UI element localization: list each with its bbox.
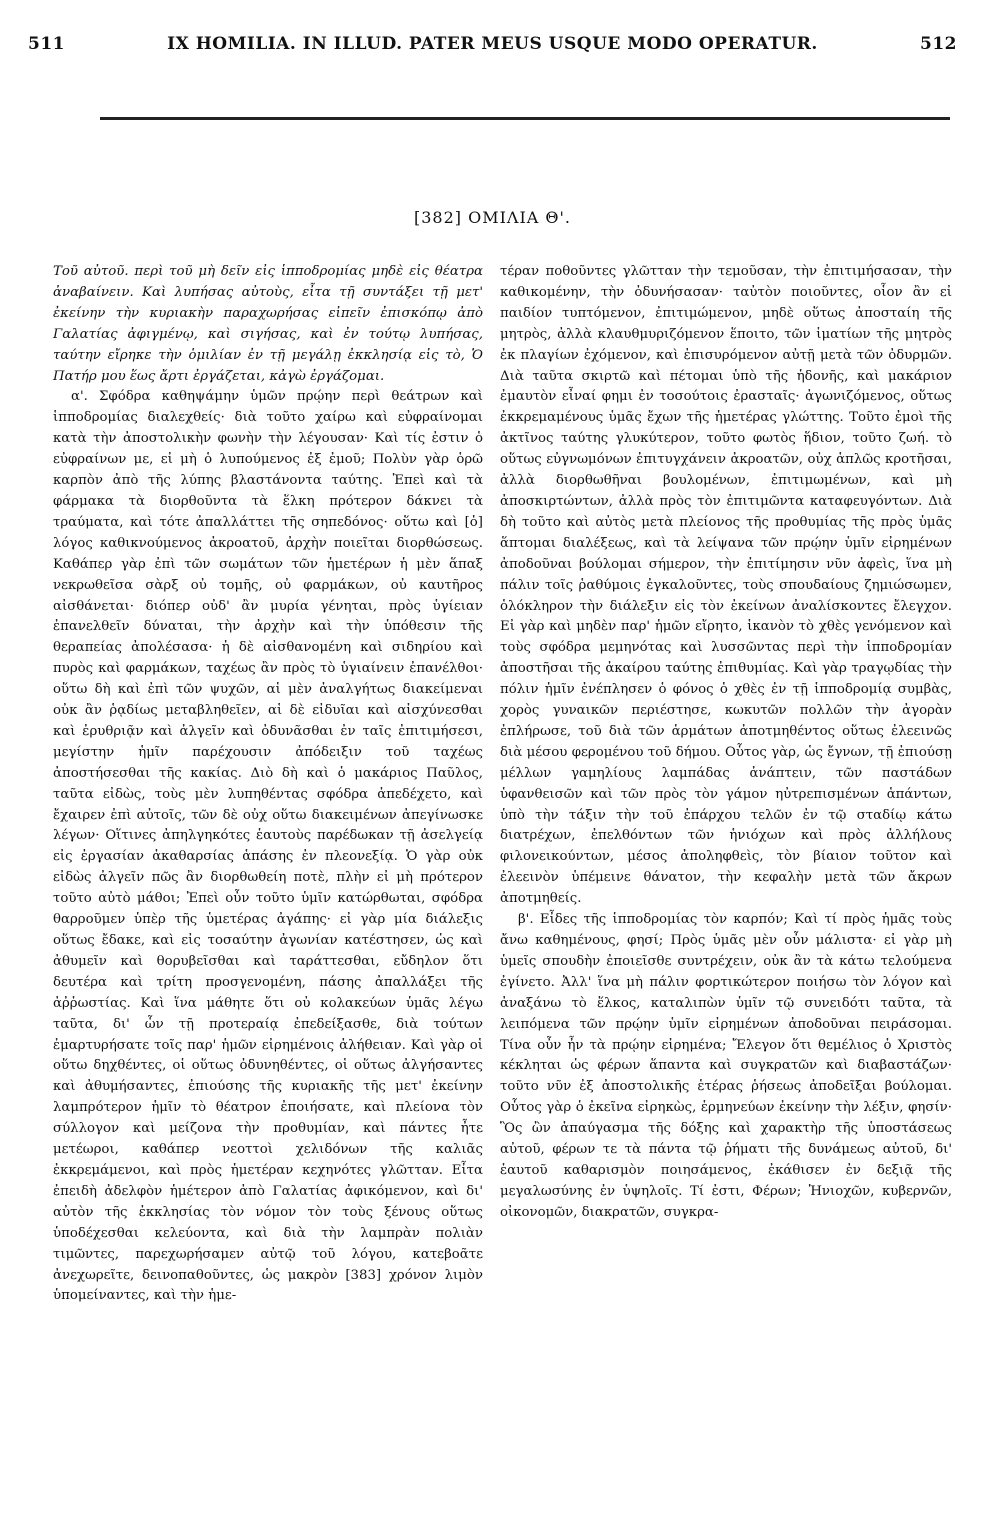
running-title: IX HOMILIA. IN ILLUD. PATER MEUS USQUE MODO OPERATUR. xyxy=(167,34,818,54)
left-column xyxy=(53,262,483,1307)
paragraph: α'. Σφόδρα καθηψάμην ὑμῶν πρῴην περὶ θεάτρων καὶ ἱπποδρομίας διαλεχθείς· διὰ τοῦτο χαίρω καὶ εὐφραίνομαι κατὰ τὴν ἀποστολικὴν φωνὴν τὴν λέγουσαν· Καὶ τίς ἐστιν ὁ εὐφραίνων με, εἰ μὴ ὁ λυπούμενος ἐξ ἐμοῦ; Πολὺν γὰρ ὁρῶ καρπὸν ἀπὸ τῆς λύπης βλαστάνοντα ταύτης. Ἐπεὶ καὶ τὰ φάρμακα τὰ διορθοῦντα τὰ ἕλκη πρότερον δάκνει τὰ τραύματα, καὶ τότε ἀπαλλάττει τῆς σηπεδόνος· οὕτω καὶ [ὁ] λόγος καθικνούμενος ἀκροατοῦ, ἀρχὴν ποιεῖται διορθώσεως. Καθάπερ γὰρ ἐπὶ τῶν σωμάτων τῶν ἡμετέρων ἡ μὲν ἅπαξ νεκρωθεῖσα σὰρξ οὐ τομῆς, οὐ φαρμάκων, οὐ καυτῆρος αἰσθάνεται· διόπερ οὐδ' ἂν μυρία γένηται, πρὸς ὑγίειαν ἐπανελθεῖν δύναται, τὴν ἀρχὴν καὶ τὴν ὑπόθεσιν τῆς θεραπείας ἀπολέσασα· ἡ δὲ αἰσθανομένη καὶ σιδηρίου καὶ πυρὸς καὶ φαρμάκων, ταχέως ἂν πρὸς τὸ ὑγιαίνειν ἐπανέλθοι· οὕτω δὴ καὶ ἐπὶ τῶν ψυχῶν, αἱ μὲν ἀναλγήτως διακείμεναι οὐκ ἂν ῥᾳδίως μεταβληθεῖεν, αἱ δὲ εἰδυῖαι καὶ αἰσχύνεσθαι καὶ ἐρυθριᾷν καὶ ἀλγεῖν καὶ ὀδυνᾶσθαι ἐν ταῖς ἐπιτιμήσεσι, μεγίστην ἡμῖν παρέχουσιν ἀπόδειξιν τοῦ ταχέως ἀποστήσεσθαι τῆς κακίας. Διὸ δὴ καὶ ὁ μακάριος Παῦλος, ταῦτα εἰδὼς, τοὺς μὲν λυπηθέντας σφόδρα ἀπεδέχετο, καὶ ἔχαιρεν ἐπὶ αὐτοῖς, τῶν δὲ οὐχ οὕτω διακειμένων ἀπεγίνωσκε λέγων· Οἵτινες ἀπηλγηκότες ἑαυτοὺς παρέδωκαν τῇ ἀσελγείᾳ εἰς ἐργασίαν ἀκαθαρσίας ἁπάσης ἐν πλεονεξίᾳ. Ὁ γὰρ οὐκ εἰδὼς ἀλγεῖν πῶς ἂν διορθωθείη ποτὲ, πλὴν εἰ μὴ πρότερον τοῦτο αὐτὸ μάθοι; Ἐπεὶ οὖν τοῦτο ὑμῖν κατώρθωται, σφόδρα θαρροῦμεν ὑπὲρ τῆς ὑμετέρας ἀγάπης· εἰ γὰρ μία διάλεξις οὕτως ἔδακε, καὶ εἰς τοσαύτην ἀγωνίαν κατέστησεν, ὡς καὶ ἀθυμεῖν καὶ θορυβεῖσθαι καὶ ταράττεσθαι, εὔδηλον ὅτι δευτέρα καὶ τρίτη προσγενομένη, πάσης ἀπαλλάξει τῆς ἀῤῥωστίας. Καὶ ἵνα μάθητε ὅτι οὐ κολακεύων ὑμᾶς λέγω ταῦτα, δι' ὧν τῇ προτεραίᾳ ἐπεδείξασθε, διὰ τούτων ἐμαρτυρήσατε τοῖς παρ' ἡμῶν εἰρημένοις ἀλήθειαν. Καὶ γὰρ οἱ οὕτω δηχθέντες, οἱ οὕτως ὀδυνηθέντες, οἱ οὕτως ἀλγήσαντες καὶ ἀθυμήσαντες, ἐπιούσης τῆς κυριακῆς τῆς μετ' ἐκείνην λαμπρότερον ἡμῖν τὸ θέατρον ἐποιήσατε, καὶ πλείονα τὸν σύλλογον καὶ μείζονα τὴν προθυμίαν, καὶ πάντες ἦτε μετέωροι, καθάπερ νεοττοὶ χελιδόνων τῆς καλιᾶς ἐκκρεμάμενοι, καὶ πρὸς ἡμετέραν κεχηνότες γλῶτταν. Εἶτα ἐπειδὴ ἀδελφὸν ἡμέτερον ἀπὸ Γαλατίας ἀφικόμενον, καὶ δι' αὐτὸν τῆς ἐκκλησίας τὸν νόμον τὸν τοὺς ξένους οὕτως ὑποδέχεσθαι κελεύοντα, καὶ διὰ τὴν λαμπρὰν πολιὰν τιμῶντες, παρεχωρήσαμεν αὐτῷ τοῦ λόγου, κατεβοᾶτε ἀνεχωρεῖτε, δεινοπαθοῦντες, ὡς μακρὸν [383] χρόνον λιμὸν ὑπομείναντες, καὶ τὴν ἡμε- xyxy=(53,389,483,1304)
homily-intro: Τοῦ αὐτοῦ. περὶ τοῦ μὴ δεῖν εἰς ἱπποδρομίας μηδὲ εἰς θέατρα ἀναβαίνειν. Καὶ λυπήσας αὐτοὺς, εἶτα τῇ συντάξει τῇ μετ' ἐκείνην τὴν κυριακὴν παραχωρήσας εἰπεῖν ἐπισκόπῳ ἀπὸ Γαλατίας ἀφιγμένῳ, καὶ σιγήσας, καὶ ἐν τούτῳ λυπήσας, ταύτην εἴρηκε τὴν ὁμιλίαν ἐν τῇ μεγάλῃ ἐκκλησίᾳ εἰς τὸ, Ὁ Πατήρ μου ἕως ἄρτι ἐργάζεται, κἀγὼ ἐργάζομαι. xyxy=(53,264,483,384)
section-title: [382] ΟΜΙΛΙΑ Θ'. xyxy=(413,208,572,227)
page-number-left: 511 xyxy=(28,34,65,54)
header-rule xyxy=(100,117,950,120)
paragraph: τέραν ποθοῦντες γλῶτταν τὴν τεμοῦσαν, τὴν ἐπιτιμήσασαν, τὴν καθικομένην, τὴν ὀδυνήσασαν· ταὐτὸν ποιοῦντες, οἷον ἂν εἰ παιδίον τυπτόμενον, ἐπιτιμώμενον, μηδὲ οὕτως ἀποσταίη τῆς μητρὸς, ἀλλὰ κλαυθμυριζόμενον ἕποιτο, τῶν ἱματίων τῆς μητρὸς ἐκ πλαγίων ἐχόμενον, καὶ ἐπισυρόμενον αὐτῇ μετὰ τῶν ὀδυρμῶν. Διὰ ταῦτα σκιρτῶ καὶ πέτομαι ὑπὸ τῆς ἡδονῆς, καὶ μακάριον ἐμαυτὸν εἶναί φημι ἐν τοσούτοις ἐρασταῖς· ἀγωνιζόμενος, οὕτως ἐκκρεμαμένους ὑμᾶς ἔχων τῆς ἡμετέρας γλώττης. Τοῦτο ἐμοὶ τῆς ἀκτῖνος ταύτης γλυκύτερον, τοῦτο φωτὸς ἥδιον, τοῦτο ζωή. τὸ οὕτως εὐγνωμόνων ἐπιτυγχάνειν ἀκροατῶν, οὐχ ἁπλῶς κροτῆσαι, ἀλλὰ διορθωθῆναι βουλομένων, ἐπιτιμωμένων, καὶ μὴ ἀποσκιρτώντων, ἀλλὰ πρὸς τὸν ἐπιτιμῶντα καταφευγόντων. Διὰ δὴ τοῦτο καὶ αὐτὸς μετὰ πλείονος τῆς προθυμίας τῆς πρὸς ὑμᾶς ἅπτομαι διαλέξεως, καὶ τὰ λείψανα τῶν πρῴην ὑμῖν εἰρημένων ἀποδοῦναι βούλομαι σήμερον, τὴν ἐπιτίμησιν νῦν ἀφεὶς, ἵνα μὴ πάλιν τοῖς ῥαθύμοις ἐγκαλοῦντες, τοὺς σπουδαίους ζημιώσωμεν, ὁλόκληρον τὴν διάλεξιν εἰς τὸν ἐκείνων ἀναλίσκοντες ἔλεγχον. Εἰ γὰρ καὶ μηδὲν παρ' ἡμῶν εἴρητο, ἱκανὸν τὸ χθὲς γενόμενον καὶ τοὺς σφόδρα μεμηνότας καὶ λυσσῶντας περὶ τὴν ἱπποδρομίαν ἀποστῆσαι τῆς ἀκαίρου ταύτης ἐπιθυμίας. Καὶ γὰρ τραγῳδίας τὴν πόλιν ἡμῖν ἐνέπλησεν ὁ φόνος ὁ χθὲς ἐν τῇ ἱπποδρομίᾳ συμβὰς, χορὸς γυναικῶν περιέστησε, κωκυτῶν πολλῶν τὴν ἀγορὰν ἐπλήρωσε, τοῦ διὰ τῶν ἁρμάτων ἀποτμηθέντος οὕτως ἐλεεινῶς διὰ μέσου φερομένου τοῦ δήμου. Οὗτος γὰρ, ὡς ἔγνων, τῇ ἐπιούσῃ μέλλων γαμηλίους λαμπάδας ἀνάπτειν, τῶν παστάδων ὑφανθεισῶν καὶ τῶν πρὸς τὸν γάμον ηὐτρεπισμένων ἁπάντων, ὑπὸ τὴν τάξιν τὴν τοῦ ἐπάρχου τελῶν ἐν τῷ σταδίῳ κάτω διατρέχων, ἐπελθόντων τῶν ἡνιόχων καὶ πρὸς ἀλλήλους φιλονεικούντων, μέσος ἀποληφθεὶς, τὸν βίαιον τοῦτον καὶ ἐλεεινὸν ὑπέμεινε θάνατον, τὴν κεφαλὴν μετὰ τῶν ἄκρων ἀποτμηθείς. xyxy=(500,264,952,907)
paragraph: β'. Εἶδες τῆς ἱπποδρομίας τὸν καρπόν; Καὶ τί πρὸς ἡμᾶς τοὺς ἄνω καθημένους, φησί; Πρὸς ὑμᾶς μὲν οὖν μάλιστα· εἰ γὰρ μὴ ὑμεῖς σπουδὴν ἐποιεῖσθε συντρέχειν, οὐκ ἂν τὰ κάτω τελούμενα ἐγίνετο. Ἀλλ' ἵνα μὴ πάλιν φορτικώτερον ποιήσω τὸν λόγον καὶ ἀναξάνω τὸ ἕλκος, καταλιπὼν ὑμῖν τῷ συνειδότι ταῦτα, τὰ λειπόμενα τῶν πρῴην ὑμῖν εἰρημένων ἀποδοῦναι πειράσομαι. Τίνα οὖν ἦν τὰ πρῴην εἰρημένα; Ἔλεγον ὅτι θεμέλιος ὁ Χριστὸς κέκληται ὡς φέρων ἅπαντα καὶ συγκρατῶν καὶ διαβαστάζων· τοῦτο νῦν ἐξ ἀποστολικῆς ἑτέρας ῥήσεως ἀποδεῖξαι βούλομαι. Οὗτος γὰρ ὁ ἐκεῖνα εἰρηκὼς, ἑρμηνεύων ἐκείνην τὴν λέξιν, φησίν· Ὃς ὢν ἀπαύγασμα τῆς δόξης καὶ χαρακτὴρ τῆς ὑποστάσεως αὐτοῦ, φέρων τε τὰ πάντα τῷ ῥήματι τῆς δυνάμεως αὐτοῦ, δι' ἑαυτοῦ καθαρισμὸν ποιησάμενος, ἐκάθισεν ἐν δεξιᾷ τῆς μεγαλωσύνης ἐν ὑψηλοῖς. Τί ἐστι, Φέρων; Ἡνιοχῶν, κυβερνῶν, οἰκονομῶν, διακρατῶν, συγκρα- xyxy=(500,912,952,1220)
right-column xyxy=(500,262,952,1224)
running-header xyxy=(28,34,957,58)
page-number-right: 512 xyxy=(920,34,957,54)
